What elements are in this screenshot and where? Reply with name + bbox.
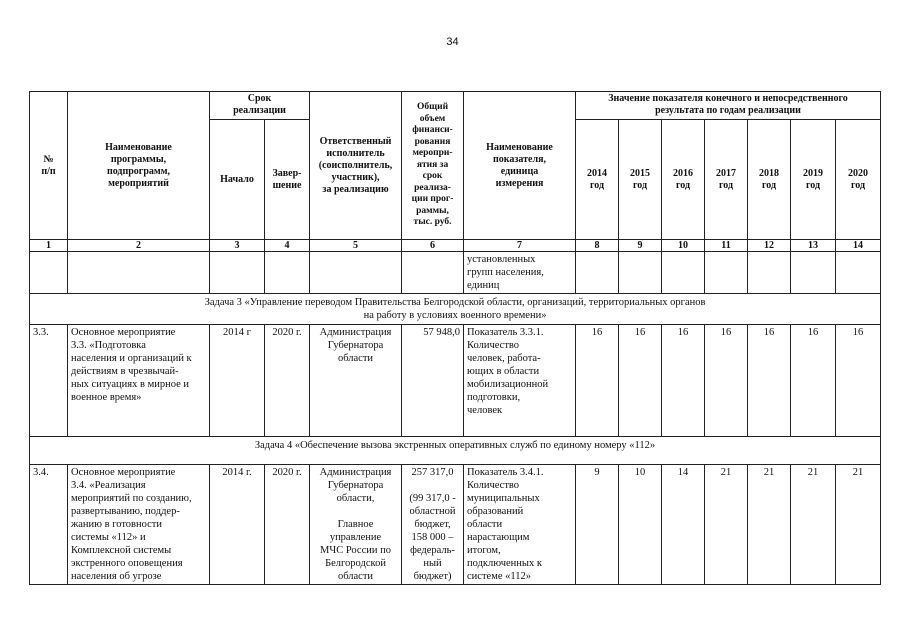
header-volume: Общий объем финанси- рования меропри- ятия за срок реализа- ции прог- раммы, тыс. руб.: [402, 92, 464, 240]
value-2020: 21: [836, 465, 881, 585]
col-number: 1: [30, 240, 68, 252]
end-year: 2020 г.: [265, 465, 310, 585]
value-2017: 21: [705, 465, 748, 585]
header-values-group: Значение показателя конечного и непосредственного результата по годам реализации: [576, 92, 881, 120]
col-number: 4: [265, 240, 310, 252]
header-year-2017: 2017 год: [705, 120, 748, 240]
funding-volume: 57 948,0: [402, 325, 464, 437]
header-num: № п/п: [30, 92, 68, 240]
col-number: 14: [836, 240, 881, 252]
header-year-2016: 2016 год: [662, 120, 705, 240]
value-2019: 16: [791, 325, 836, 437]
col-number: 5: [310, 240, 402, 252]
value-2018: 16: [748, 325, 791, 437]
column-numbers-row: [30, 240, 881, 252]
continuation-indicator: установленных групп населения, единиц: [464, 252, 576, 294]
activity-name: Основное мероприятие 3.3. «Подготовка населения и организаций к действиям в чрезвычай- ных ситуациях в мирное и военное время»: [68, 325, 210, 437]
header-name: Наименование программы, подпрограмм, мероприятий: [68, 92, 210, 240]
indicator-name: Показатель 3.4.1. Количество муниципальных образований области нарастающим итогом, подключенных к системе «112»: [464, 465, 576, 585]
col-number: 7: [464, 240, 576, 252]
value-2016: 16: [662, 325, 705, 437]
header-year-2020: 2020 год: [836, 120, 881, 240]
task-4-row: [30, 437, 881, 465]
program-table: [29, 91, 881, 585]
header-year-2019: 2019 год: [791, 120, 836, 240]
header-year-2015: 2015 год: [619, 120, 662, 240]
value-2019: 21: [791, 465, 836, 585]
value-2020: 16: [836, 325, 881, 437]
header-year-2018: 2018 год: [748, 120, 791, 240]
header-end: Завер- шение: [265, 120, 310, 240]
value-2018: 21: [748, 465, 791, 585]
col-number: 2: [68, 240, 210, 252]
row-number: 3.3.: [30, 325, 68, 437]
col-number: 8: [576, 240, 619, 252]
value-2017: 16: [705, 325, 748, 437]
end-year: 2020 г.: [265, 325, 310, 437]
funding-volume: 257 317,0 (99 317,0 - областной бюджет, 158 000 – федераль- ный бюджет): [402, 465, 464, 585]
col-number: 6: [402, 240, 464, 252]
start-year: 2014 г: [210, 325, 265, 437]
table-row-3-4: [30, 465, 881, 585]
col-number: 11: [705, 240, 748, 252]
header-year-2014: 2014 год: [576, 120, 619, 240]
header-responsible: Ответственный исполнитель (соисполнитель, участник), за реализацию: [310, 92, 402, 240]
value-2016: 14: [662, 465, 705, 585]
row-number: 3.4.: [30, 465, 68, 585]
value-2014: 16: [576, 325, 619, 437]
task-3-title: Задача 3 «Управление переводом Правительства Белгородской области, организаций, территориальных органов на работу в условиях военного времени»: [30, 294, 881, 325]
task-4-title: Задача 4 «Обеспечение вызова экстренных оперативных служб по единому номеру «112»: [30, 437, 881, 465]
continuation-row: [30, 252, 881, 294]
responsible: Администрация Губернатора области, Главное управление МЧС России по Белгородской области: [310, 465, 402, 585]
responsible: Администрация Губернатора области: [310, 325, 402, 437]
header-indicator: Наименование показателя, единица измерения: [464, 92, 576, 240]
start-year: 2014 г.: [210, 465, 265, 585]
value-2015: 10: [619, 465, 662, 585]
col-number: 13: [791, 240, 836, 252]
col-number: 12: [748, 240, 791, 252]
task-3-row: [30, 294, 881, 325]
table-row-3-3: [30, 325, 881, 437]
indicator-name: Показатель 3.3.1. Количество человек, работа- ющих в области мобилизационной подготовки, человек: [464, 325, 576, 437]
page-number: 34: [446, 36, 459, 48]
activity-name: Основное мероприятие 3.4. «Реализация мероприятий по созданию, развертыванию, поддер- жанию в готовности системы «112» и Комплексной системы экстренного оповещения населения об угрозе: [68, 465, 210, 585]
header-term: Срок реализации: [210, 92, 310, 120]
col-number: 9: [619, 240, 662, 252]
col-number: 3: [210, 240, 265, 252]
header-start: Начало: [210, 120, 265, 240]
value-2015: 16: [619, 325, 662, 437]
header-row-1: [30, 92, 881, 120]
value-2014: 9: [576, 465, 619, 585]
col-number: 10: [662, 240, 705, 252]
